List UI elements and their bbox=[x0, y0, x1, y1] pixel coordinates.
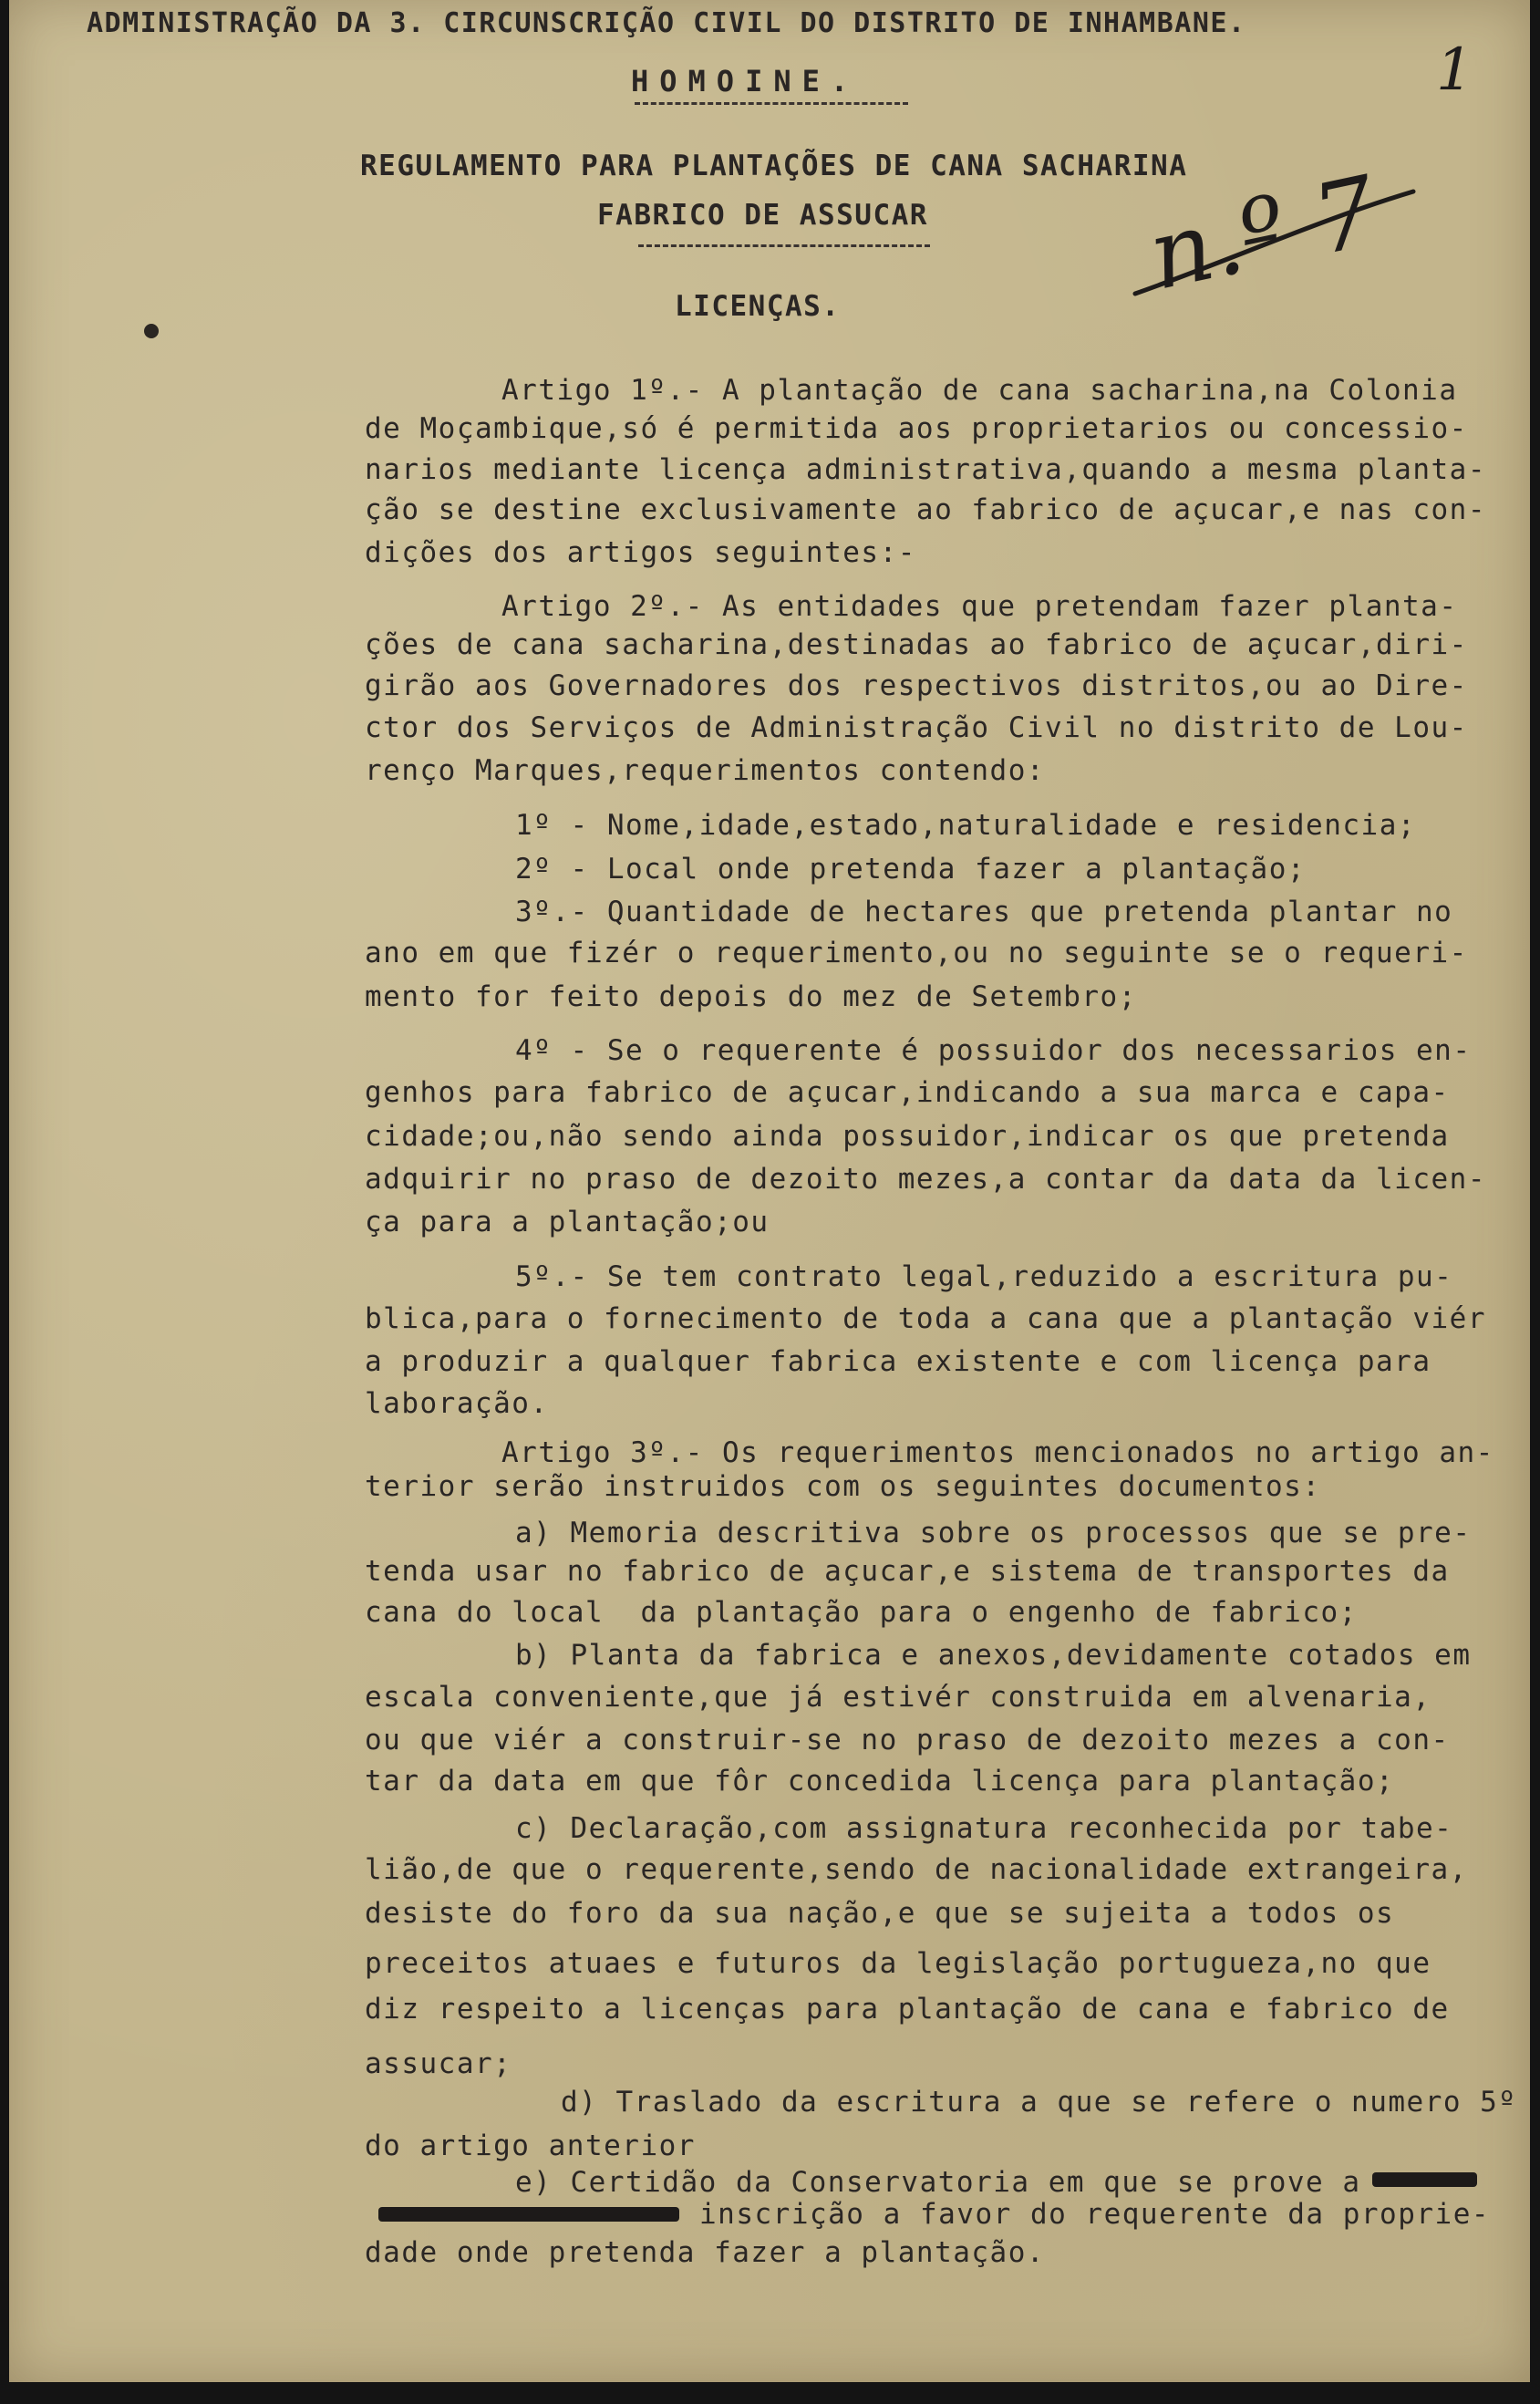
text-line: 1º - Nome,idade,estado,naturalidade e residencia; bbox=[515, 809, 1417, 842]
section-heading: LICENÇAS. bbox=[675, 290, 841, 323]
text-line: de Moçambique,só é permitida aos proprietarios ou concessio- bbox=[365, 412, 1468, 445]
text-line: ção se destine exclusivamente ao fabrico de açucar,e nas con- bbox=[365, 493, 1486, 526]
text-line: 5º.- Se tem contrato legal,reduzido a escritura pu- bbox=[515, 1260, 1453, 1293]
text-line: tar da data em que fôr concedida licença para plantação; bbox=[365, 1765, 1395, 1798]
text-line: ça para a plantação;ou bbox=[365, 1206, 770, 1238]
text-line: Artigo 1º.- A plantação de cana sacharina,na Colonia bbox=[501, 374, 1458, 407]
title-underline bbox=[638, 244, 930, 247]
text-line: e) Certidão da Conservatoria em que se prove a bbox=[515, 2166, 1361, 2199]
text-line: genhos para fabrico de açucar,indicando a sua marca e capa- bbox=[365, 1076, 1450, 1109]
text-line: c) Declaração,com assignatura reconhecida por tabe- bbox=[515, 1812, 1453, 1845]
text-line: cidade;ou,não sendo ainda possuidor,indicar os que pretenda bbox=[365, 1120, 1450, 1153]
administration-heading: ADMINISTRAÇÃO DA 3. CIRCUNSCRIÇÃO CIVIL DO DISTRITO DE INHAMBANE. bbox=[87, 7, 1246, 39]
text-line: 4º - Se o requerente é possuidor dos necessarios en- bbox=[515, 1034, 1472, 1067]
text-line: terior serão instruidos com os seguintes documentos: bbox=[365, 1470, 1321, 1503]
text-line: inscrição a favor do requerente da proprie- bbox=[699, 2198, 1491, 2231]
text-line: lião,de que o requerente,sendo de nacionalidade extrangeira, bbox=[365, 1853, 1468, 1886]
text-line: preceitos atuaes e futuros da legislação portugueza,no que bbox=[365, 1947, 1431, 1980]
text-line: b) Planta da fabrica e anexos,devidamente cotados em bbox=[515, 1639, 1472, 1672]
text-line: 2º - Local onde pretenda fazer a plantação; bbox=[515, 853, 1307, 886]
text-line: renço Marques,requerimentos contendo: bbox=[365, 754, 1046, 787]
text-line: ano em que fizér o requerimento,ou no seguinte se o requeri- bbox=[365, 937, 1468, 969]
regulation-subtitle: FABRICO DE ASSUCAR bbox=[597, 199, 928, 232]
text-line: a produzir a qualquer fabrica existente e com licença para bbox=[365, 1345, 1431, 1378]
text-line: cana do local da plantação para o engenho de fabrico; bbox=[365, 1596, 1358, 1629]
place-underline bbox=[635, 102, 908, 105]
text-line: ções de cana sacharina,destinadas ao fabrico de açucar,diri- bbox=[365, 628, 1468, 661]
document-page bbox=[9, 0, 1530, 2382]
document-number: n.º 7 bbox=[1140, 155, 1387, 312]
binding-hole bbox=[144, 324, 159, 338]
text-line: dade onde pretenda fazer a plantação. bbox=[365, 2236, 1046, 2269]
text-line: escala conveniente,que já estivér construida em alvenaria, bbox=[365, 1681, 1431, 1714]
page-number: 1 bbox=[1436, 36, 1473, 104]
text-line: narios mediante licença administrativa,quando a mesma planta- bbox=[365, 453, 1486, 486]
text-line: desiste do foro da sua nação,e que se sujeita a todos os bbox=[365, 1897, 1395, 1930]
document-number-underline bbox=[1131, 182, 1422, 301]
text-line: Artigo 2º.- As entidades que pretendam fazer planta- bbox=[501, 590, 1458, 623]
text-line: diz respeito a licenças para plantação de cana e fabrico de bbox=[365, 1993, 1450, 2026]
text-line: tenda usar no fabrico de açucar,e sistema de transportes da bbox=[365, 1555, 1450, 1588]
text-line: laboração. bbox=[365, 1387, 549, 1420]
text-line: a) Memoria descritiva sobre os processos que se pre- bbox=[515, 1517, 1472, 1549]
regulation-title: REGULAMENTO PARA PLANTAÇÕES DE CANA SACHARINA bbox=[360, 150, 1188, 182]
text-line: mento for feito depois do mez de Setembro; bbox=[365, 980, 1137, 1013]
text-line: d) Traslado da escritura a que se refere o numero 5º bbox=[561, 2086, 1517, 2119]
text-line: adquirir no praso de dezoito mezes,a contar da data da licen- bbox=[365, 1163, 1486, 1196]
struck-out-text bbox=[1372, 2172, 1477, 2187]
text-line: girão aos Governadores dos respectivos distritos,ou ao Dire- bbox=[365, 669, 1468, 702]
text-line: dições dos artigos seguintes:- bbox=[365, 536, 916, 569]
text-line: ou que viér a construir-se no praso de dezoito mezes a con- bbox=[365, 1724, 1450, 1756]
place-heading: HOMOINE. bbox=[631, 64, 860, 98]
text-line: Artigo 3º.- Os requerimentos mencionados no artigo an- bbox=[501, 1436, 1494, 1469]
text-line: assucar; bbox=[365, 2047, 512, 2080]
text-line: do artigo anterior bbox=[365, 2129, 696, 2162]
struck-out-text bbox=[378, 2207, 679, 2222]
text-line: ctor dos Serviços de Administração Civil no distrito de Lou- bbox=[365, 711, 1468, 744]
text-line: 3º.- Quantidade de hectares que pretenda plantar no bbox=[515, 896, 1453, 928]
text-line: blica,para o fornecimento de toda a cana que a plantação viér bbox=[365, 1302, 1486, 1335]
